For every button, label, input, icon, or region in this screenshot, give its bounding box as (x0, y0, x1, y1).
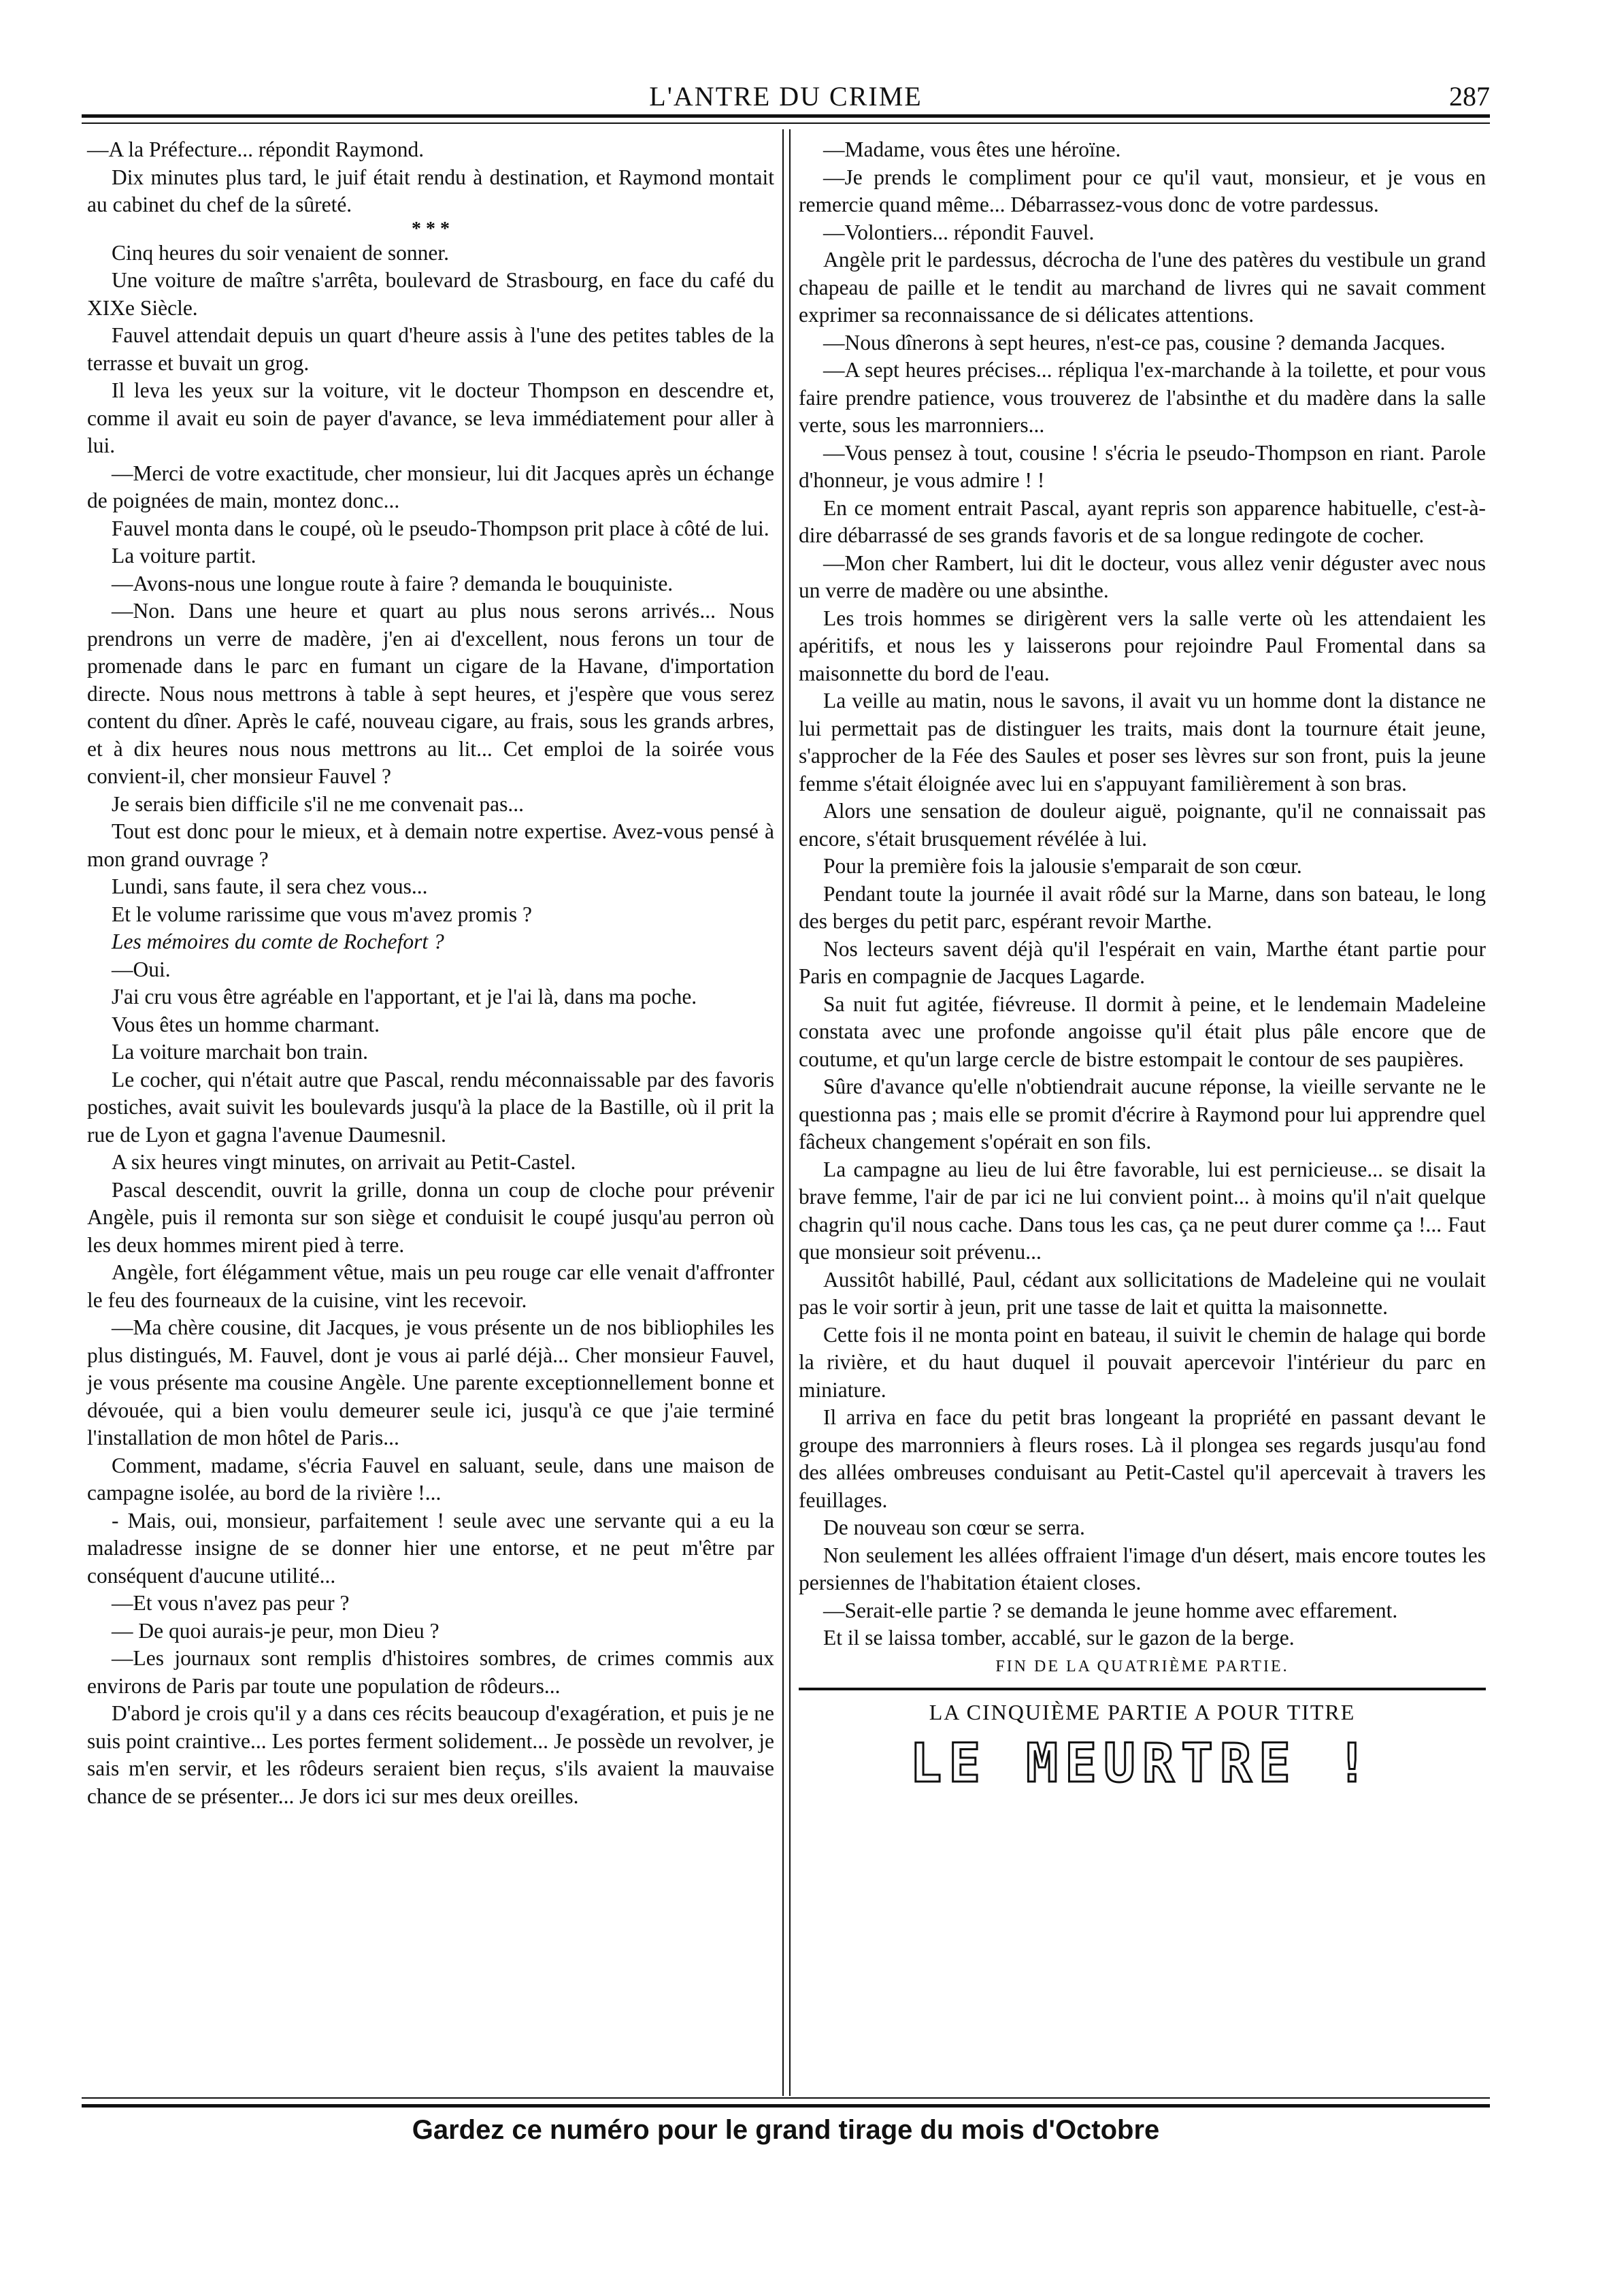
next-part-announcement: LA CINQUIÈME PARTIE A POUR TITRE (929, 1699, 1356, 1724)
paragraph: Angèle prit le pardessus, décrocha de l'une des patères du vestibule un grand chapeau de paille et le tendit au marchand de livres qui ne savait comment exprimer sa reconnaissance de si délicates attentions. (799, 248, 1486, 327)
paragraph: Angèle, fort élégamment vêtue, mais un peu rouge car elle venait d'affronter le feu des fourneaux de la cuisine, vint les recevoir. (87, 1260, 774, 1312)
paragraph: —Serait-elle partie ? se demanda le jeune homme avec effarement. (823, 1598, 1398, 1622)
running-title: L'ANTRE DU CRIME (649, 81, 923, 112)
footer-rule-thin (82, 2097, 1490, 2099)
paragraph-italic (87, 928, 774, 956)
paragraph: Comment, madame, s'écria Fauvel en saluant, seule, dans une maison de campagne isolée, au bord de la rivière !... (87, 1453, 774, 1505)
header-rule-thin (82, 122, 1490, 124)
paragraph: Le cocher, qui n'était autre que Pascal, rendu méconnaissable par des favoris postiches, avait suivit les boulevards jusqu'à la place de la Bastille, où il prit la rue de Lyon et gagna l'avenue Daumesnil. (87, 1067, 774, 1147)
paragraph: La voiture partit. (112, 544, 256, 568)
paragraph: — De quoi aurais-je peur, mon Dieu ? (112, 1618, 439, 1643)
paragraph: J'ai cru vous être agréable en l'apportant, et je l'ai là, dans ma poche. (112, 985, 697, 1008)
paragraph: —Les journaux sont remplis d'histoires sombres, de crimes commis aux environs de Paris par toute une population de rôdeurs... (87, 1646, 774, 1698)
section-break-stars: * * * (412, 218, 450, 240)
paragraph: —Merci de votre exactitude, cher monsieur, lui dit Jacques après un échange de poignées de main, montez donc... (87, 461, 774, 512)
paragraph: Pendant toute la journée il avait rôdé sur la Marne, dans son bateau, le long des berges du petit parc, espérant revoir Marthe. (799, 881, 1486, 933)
end-of-part-note: FIN DE LA QUATRIÈME PARTIE. (995, 1657, 1289, 1675)
paragraph: Les trois hommes se dirigèrent vers la salle verte où les attendaient les apéritifs, et nous les y laisserons pour rejoindre Paul Fromental dans sa maisonnette du bord de l'eau. (799, 606, 1486, 685)
paragraph: Il leva les yeux sur la voiture, vit le docteur Thompson en descendre et, comme il avait eu soin de payer d'avance, se leva immédiatement pour aller à lui. (87, 378, 774, 457)
paragraph: —Volontiers... répondit Fauvel. (823, 220, 1095, 244)
paragraph: —Vous pensez à tout, cousine ! s'écria le pseudo-Thompson en riant. Parole d'honneur, je vous admire ! ! (799, 440, 1486, 492)
paragraph: Tout est donc pour le mieux, et à demain notre expertise. Avez-vous pensé à mon grand ouvrage ? (87, 819, 774, 871)
paragraph: La campagne au lieu de lui être favorable, lui est pernicieuse... se disait la brave femme, l'air de par ici ne lui convient point... à moins qu'il n'ait quelque chagrin qu'il nous cache. Dans tous les cas, ça ne peut durer comme ça !... Faut que monsieur soit prévenu... (799, 1157, 1486, 1264)
paragraph: La veille au matin, nous le savons, il avait vu un homme dont la distance ne lui permettait pas de distinguer les traits, mais dont la tournure était jeune, s'approcher de la Fée des Saules et poser ses lèvres sur son front, puis la jeune femme s'était éloignée avec lui en s'appuyant familièrement à son bras. (799, 689, 1486, 796)
right-column (799, 136, 1486, 1797)
paragraph: Pascal descendit, ouvrit la grille, donna un coup de cloche pour prévenir Angèle, puis il remonta sur son siège et conduisit le coupé jusqu'au perron où les deux hommes mirent pied à terre. (87, 1177, 774, 1257)
paragraph: Lundi, sans faute, il sera chez vous... (112, 874, 428, 898)
paragraph: Non seulement les allées offraient l'image d'un désert, mais encore toutes les persiennes de l'habitation étaient closes. (799, 1543, 1486, 1594)
left-column (87, 136, 774, 1810)
paragraph: —A la Préfecture... répondit Raymond. (87, 137, 425, 161)
page-number: 287 (1449, 81, 1490, 112)
paragraph: —Je prends le compliment pour ce qu'il vaut, monsieur, et je vous en remercie quand même... Débarrassez-vous donc de votre pardessus. (799, 165, 1486, 216)
paragraph: —A sept heures précises... répliqua l'ex-marchande à la toilette, et pour vous faire prendre patience, vous trouverez de l'absinthe et du madère dans la salle verte, sous les marronniers... (799, 358, 1486, 437)
paragraph: Aussitôt habillé, Paul, cédant aux sollicitations de Madeleine qui ne voulait pas le voir sortir à jeun, prit une tasse de lait et quitta la maisonnette. (799, 1267, 1486, 1319)
paragraph: Dix minutes plus tard, le juif était rendu à destination, et Raymond montait au cabinet du chef de la sûreté. (87, 165, 774, 216)
paragraph: Nos lecteurs savent déjà qu'il l'espérait en vain, Marthe étant partie pour Paris en compagnie de Jacques Lagarde. (799, 936, 1486, 988)
paragraph: De nouveau son cœur se serra. (823, 1515, 1085, 1539)
column-separator (789, 129, 791, 2096)
paragraph: La voiture marchait bon train. (112, 1040, 368, 1064)
next-part-title: LE MEURTRE ! (910, 1733, 1375, 1794)
paragraph: Alors une sensation de douleur aiguë, poignante, qu'il ne connaissait pas encore, s'était brusquement révélée à lui. (799, 799, 1486, 851)
header-rule-thick (82, 114, 1490, 118)
paragraph: Et il se laissa tomber, accablé, sur le gazon de la berge. (823, 1626, 1295, 1650)
paragraph: —Oui. (112, 957, 171, 981)
paragraph: D'abord je crois qu'il y a dans ces récits beaucoup d'exagération, et puis je ne suis point craintive... Les portes ferment solidement... Je possède un revolver, je sais m'en servir, et les rôdeurs seraient bien reçus, s'ils avaient la mauvaise chance de se présenter... Je dors ici sur mes deux oreilles. (87, 1701, 774, 1808)
paragraph: Vous êtes un homme charmant. (112, 1012, 380, 1036)
paragraph: —Mon cher Rambert, lui dit le docteur, vous allez venir déguster avec nous un verre de madère ou une absinthe. (799, 551, 1486, 602)
paragraph: —Avons-nous une longue route à faire ? demanda le bouquiniste. (112, 571, 674, 595)
paragraph: Il arriva en face du petit bras longeant la propriété en passant devant le groupe des marronniers à fleurs roses. Là il plongea ses regards jusqu'au fond des allées ombreuses conduisant au Petit-Castel qu'il apercevait à travers les feuillages. (799, 1405, 1486, 1512)
paragraph: —Madame, vous êtes une héroïne. (823, 137, 1121, 161)
paragraph: —Et vous n'avez pas peur ? (112, 1591, 350, 1615)
paragraph: A six heures vingt minutes, on arrivait au Petit-Castel. (112, 1150, 576, 1174)
paragraph: Cinq heures du soir venaient de sonner. (112, 240, 450, 265)
book-title: Les mémoires du comte de Rochefort ? (112, 930, 444, 953)
paragraph: —Non. Dans une heure et quart au plus nous serons arrivés... Nous prendrons un verre de madère, j'en ai d'excellent, nous ferons un tour de promenade dans le parc en fumant un cigare de la Havane, d'importation directe. Nous nous mettrons à table à sept heures, et j'espère que vous serez content du dîner. Après le café, nouveau cigare, au frais, sous les grands arbres, et à dix heures nous nous mettrons au lit... Cet emploi de la soirée vous convient-il, cher monsieur Fauvel ? (87, 599, 774, 788)
announcement-rule (799, 1688, 1486, 1690)
paragraph: —Nous dînerons à sept heures, n'est-ce pas, cousine ? demanda Jacques. (823, 330, 1446, 355)
paragraph: Je serais bien difficile s'il ne me convenait pas... (112, 791, 525, 816)
paragraph: Sûre d'avance qu'elle n'obtiendrait aucune réponse, la vieille servante ne le questionna pas ; mais elle se promit d'écrire à Raymond pour lui apprendre quel fâcheux changement s'opérait en son fils. (799, 1075, 1486, 1153)
paragraph: En ce moment entrait Pascal, ayant repris son apparence habituelle, c'est-à-dire débarrassé de ses grands favoris et de sa longue redingote de cocher. (799, 495, 1486, 547)
paragraph: Cette fois il ne monta point en bateau, il suivit le chemin de halage qui borde la rivière, et du haut duquel il pouvait apercevoir l'intérieur du parc en miniature. (799, 1322, 1486, 1402)
column-separator (782, 129, 784, 2096)
paragraph: Pour la première fois la jalousie s'emparait de son cœur. (823, 854, 1302, 878)
paragraph: Fauvel attendait depuis un quart d'heure assis à l'une des petites tables de la terrasse et buvait un grog. (87, 323, 774, 375)
paragraph: —Ma chère cousine, dit Jacques, je vous présente un de nos bibliophiles les plus distingués, M. Fauvel, dont je vous ai parlé déjà... Cher monsieur Fauvel, je vous présente ma cousine Angèle. Une parente exceptionnellement bonne et dévouée, qui a bien voulu demeurer seule ici, jusqu'à ce que j'aie terminé l'installation de mon hôtel de Paris... (87, 1315, 774, 1449)
paragraph: Une voiture de maître s'arrêta, boulevard de Strasbourg, en face du café du XIXe Siècle. (87, 268, 774, 320)
paragraph: Sa nuit fut agitée, fiévreuse. Il dormit à peine, et le lendemain Madeleine constata avec une profonde angoisse qu'il était plus pâle encore que de coutume, et qu'un large cercle de bistre estompait le contour de ses paupières. (799, 991, 1486, 1071)
paragraph: Et le volume rarissime que vous m'avez promis ? (112, 902, 533, 926)
footer-notice: Gardez ce numéro pour le grand tirage du mois d'Octobre (412, 2115, 1160, 2145)
paragraph: Fauvel monta dans le coupé, où le pseudo-Thompson prit place à côté de lui. (112, 516, 769, 540)
paragraph: - Mais, oui, monsieur, parfaitement ! seule avec une servante qui a eu la maladresse insigne de se donner hier une entorse, et ne peut m'être par conséquent d'aucune utilité... (87, 1508, 774, 1588)
footer-rule-thick (82, 2104, 1490, 2108)
